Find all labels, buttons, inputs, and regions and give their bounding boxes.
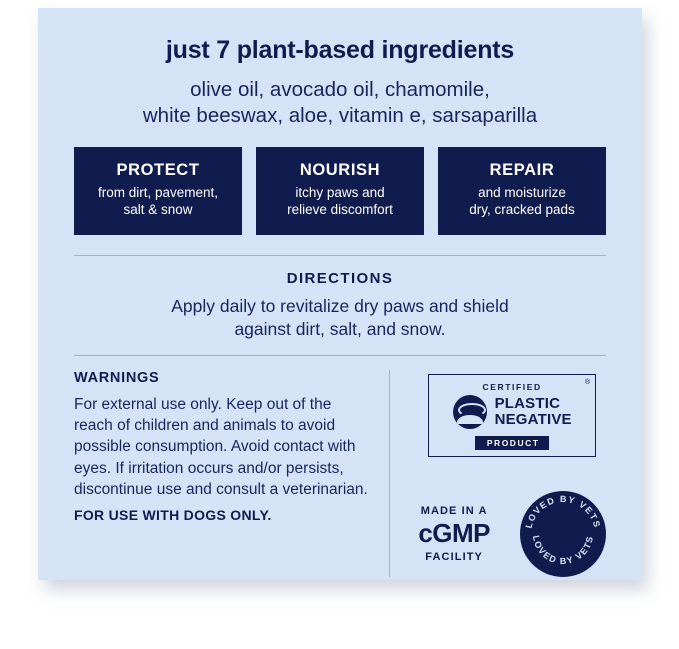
benefit-title: PROTECT [116, 161, 200, 180]
directions-section [74, 256, 606, 355]
page-title: just 7 plant-based ingredients [165, 36, 515, 64]
bottom-section [74, 356, 606, 577]
warnings-section [74, 370, 389, 577]
plastic-word-1: PLASTIC [494, 394, 561, 412]
cgmp-top-label: MADE IN A [420, 504, 488, 517]
benefit-desc-line-2: dry, cracked pads [469, 202, 575, 218]
cgmp-bottom-label: FACILITY [425, 550, 483, 563]
secondary-badges-row [418, 491, 606, 577]
plastic-badge-bottom [437, 433, 587, 451]
ingredients-line-1: olive oil, avocado oil, chamomile, [190, 78, 490, 101]
benefit-title: NOURISH [299, 161, 381, 180]
ingredients-list [84, 77, 596, 129]
ingredients-line-2: white beeswax, aloe, vitamin e, sarsaparilla [142, 104, 538, 128]
plastic-badge-top-label: CERTIFIED [482, 381, 542, 392]
svg-text:LOVED BY VETS: LOVED BY VETS [530, 534, 596, 566]
plastic-badge-main [437, 395, 587, 429]
directions-line-1: Apply daily to revitalize dry paws and shield [171, 296, 509, 317]
benefits-row [74, 147, 606, 235]
benefit-title: REPAIR [489, 161, 555, 180]
benefit-desc-line-1: itchy paws and [295, 185, 385, 201]
warnings-emphasis: FOR USE WITH DOGS ONLY. [74, 506, 272, 523]
loved-by-vets-badge [520, 491, 606, 577]
plastic-badge-product-label: PRODUCT [475, 436, 550, 450]
wave-globe-icon [453, 395, 487, 429]
benefit-desc-line-2: salt & snow [123, 202, 193, 218]
svg-text:LOVED BY VETS: LOVED BY VETS [523, 493, 603, 530]
benefit-card-protect [74, 147, 242, 235]
label-panel [38, 8, 642, 580]
benefit-desc-line-1: from dirt, pavement, [97, 185, 219, 201]
registered-mark: ® [584, 378, 591, 386]
heart-icon [503, 474, 537, 506]
label-content [74, 28, 606, 577]
plastic-word-2: NEGATIVE [494, 410, 572, 428]
cgmp-badge [418, 505, 490, 563]
warnings-body: For external use only. Keep out of the reach of children and animals to avoid possible consumption. Avoid contact with eyes. If irritation occurs and/or persists, discontinue use and consult a veterinarian. [74, 395, 368, 499]
benefit-desc-line-1: and moisturize [478, 185, 566, 201]
benefit-card-repair [438, 147, 606, 235]
warnings-title: WARNINGS [74, 369, 160, 386]
plastic-badge-words [495, 396, 572, 428]
directions-line-2: against dirt, salt, and snow. [234, 318, 446, 339]
directions-title: DIRECTIONS [286, 270, 394, 288]
cgmp-main-label: cGMP [418, 517, 490, 548]
plastic-negative-badge [428, 374, 596, 457]
certification-badges [390, 370, 606, 577]
benefit-desc-line-2: relieve discomfort [287, 202, 393, 218]
benefit-card-nourish [256, 147, 424, 235]
